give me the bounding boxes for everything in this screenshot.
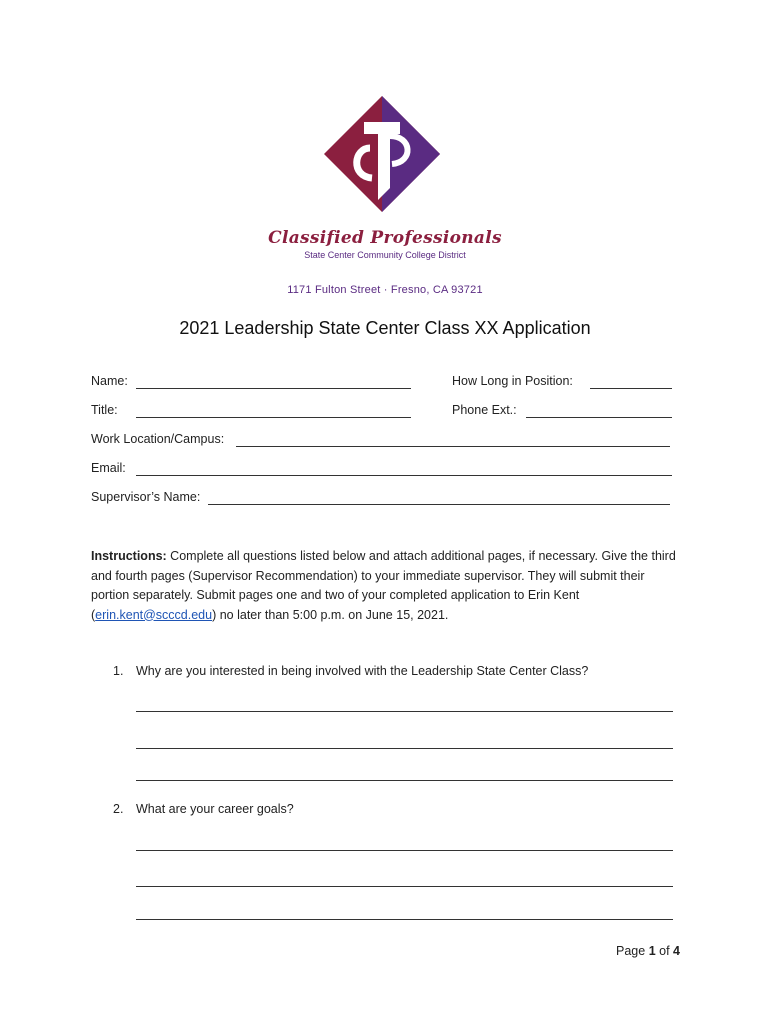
answer-1-line-2[interactable] [136, 748, 673, 749]
instructions [91, 547, 681, 625]
contact-email-link[interactable]: erin.kent@scccd.edu [95, 607, 213, 622]
email-label: Email: [91, 461, 126, 475]
question-1-number: 1. [113, 664, 124, 678]
page-title: 2021 Leadership State Center Class XX Application [179, 318, 591, 338]
classified-professionals-logo [320, 92, 444, 216]
email-field[interactable] [136, 475, 672, 476]
title-field[interactable] [136, 417, 411, 418]
answer-2-line-1[interactable] [136, 850, 673, 851]
supervisor-field[interactable] [208, 504, 670, 505]
name-field[interactable] [136, 388, 411, 389]
answer-1-line-3[interactable] [136, 780, 673, 781]
answer-2-line-2[interactable] [136, 886, 673, 887]
org-address: 1171 Fulton Street · Fresno, CA 93721 [287, 284, 483, 296]
instructions-text: Complete all questions listed below and attach additional pages, if necessary. Give the third and fourth pages (Supervisor Recommendation) to your immediate supervisor. They will submit their portion separately. Submit pages one and two of your completed application to Erin Kent ( [91, 549, 676, 622]
question-1-text: Why are you interested in being involved with the Leadership State Center Class? [136, 664, 589, 678]
phone-label: Phone Ext.: [452, 403, 517, 417]
name-label: Name: [91, 374, 128, 388]
work-location-label: Work Location/Campus: [91, 432, 225, 446]
page-of-label: of [659, 944, 670, 958]
page-label: Page [616, 944, 646, 958]
org-name: Classified Professionals [268, 228, 502, 248]
instructions-heading: Instructions: [91, 549, 167, 563]
page-current: 1 [648, 944, 656, 958]
answer-1-line-1[interactable] [136, 711, 673, 712]
org-subtitle: State Center Community College District [304, 250, 466, 260]
answer-2-line-3[interactable] [136, 919, 673, 920]
phone-field[interactable] [526, 417, 672, 418]
supervisor-label: Supervisor’s Name: [91, 490, 201, 504]
how-long-field[interactable] [590, 388, 672, 389]
work-location-field[interactable] [236, 446, 670, 447]
question-2-number: 2. [113, 802, 124, 816]
page-number [616, 944, 680, 958]
title-label: Title: [91, 403, 118, 417]
page-total: 4 [673, 944, 680, 958]
instructions-deadline: ) no later than 5:00 p.m. on June 15, 2021. [212, 607, 449, 622]
question-2-text: What are your career goals? [136, 802, 294, 816]
logo-icon [320, 92, 444, 216]
how-long-label: How Long in Position: [452, 374, 573, 388]
